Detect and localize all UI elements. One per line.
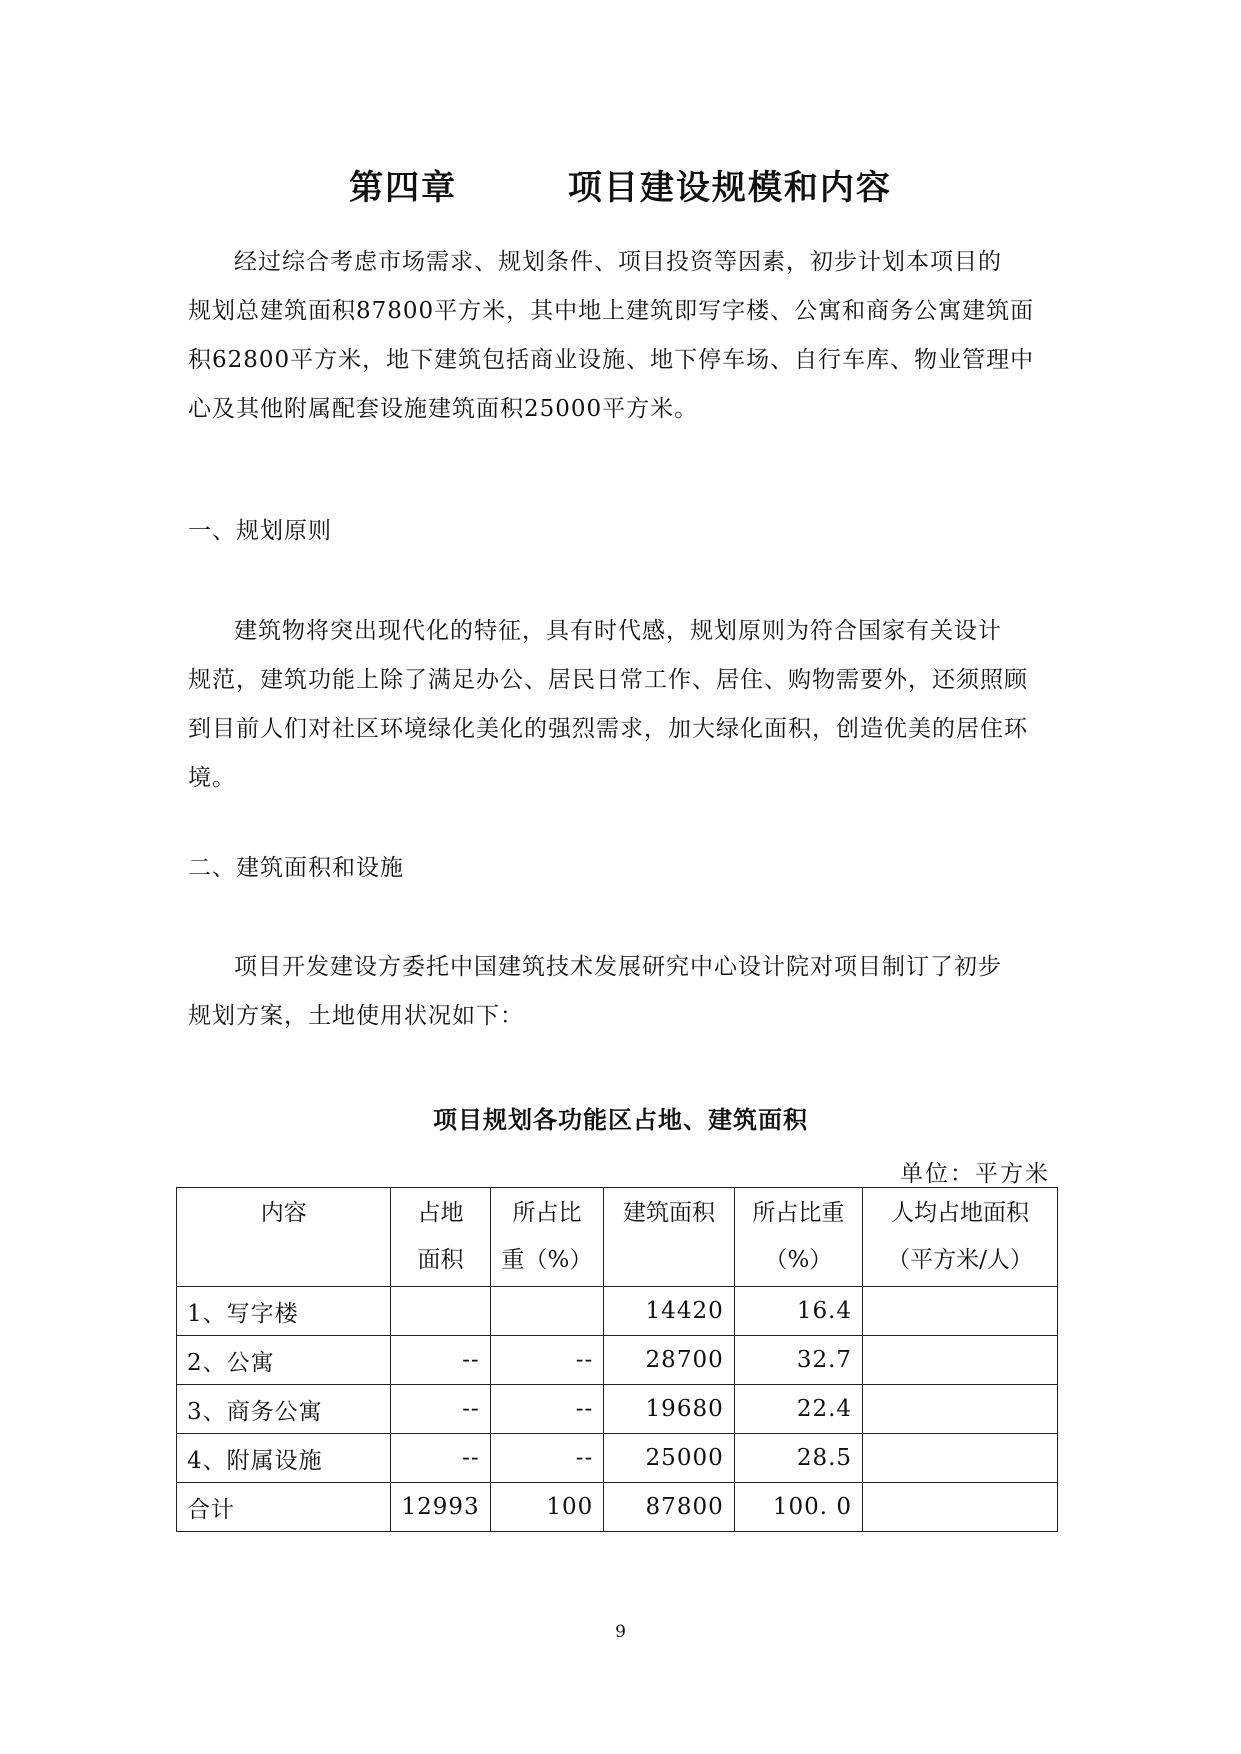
table-cell: 4、附属设施: [177, 1434, 391, 1483]
table-cell: 1、写字楼: [177, 1287, 391, 1336]
table-cell: [863, 1336, 1058, 1385]
building-area-paragraph: [188, 943, 1050, 1041]
paragraph-line: 项目开发建设方委托中国建筑技术发展研究中心设计院对项目制订了初步: [234, 954, 1002, 980]
page-number: 9: [615, 1622, 626, 1642]
header-cell: 所占比重 （%）: [734, 1188, 862, 1287]
intro-line: 心及其他附属配套设施建筑面积25000平方米。: [188, 396, 699, 422]
table-row: [177, 1434, 1058, 1483]
table-header-row: [177, 1188, 1058, 1287]
table-cell: 87800: [604, 1483, 734, 1532]
area-table: [176, 1187, 1058, 1532]
table-cell: 3、商务公寓: [177, 1385, 391, 1434]
table-row: [177, 1287, 1058, 1336]
section-heading-building-area: 二、建筑面积和设施: [188, 855, 404, 881]
table-cell: 16.4: [734, 1287, 862, 1336]
table-cell: 28.5: [734, 1434, 862, 1483]
intro-paragraph: [188, 238, 1050, 434]
table-row: [177, 1385, 1058, 1434]
section-heading-planning-principles: 一、规划原则: [188, 518, 332, 544]
table-cell: [391, 1287, 490, 1336]
table-cell: 2、公寓: [177, 1336, 391, 1385]
table-row: [177, 1336, 1058, 1385]
header-cell: 占地 面积: [391, 1188, 490, 1287]
chapter-title: 第四章 项目建设规模和内容: [349, 168, 892, 208]
paragraph-line: 规划方案，土地使用状况如下：: [188, 1003, 524, 1029]
table-cell: [863, 1434, 1058, 1483]
table-cell: 14420: [604, 1287, 734, 1336]
table-cell: --: [490, 1385, 604, 1434]
table-cell: --: [391, 1434, 490, 1483]
intro-line: 积62800平方米，地下建筑包括商业设施、地下停车场、自行车库、物业管理中: [188, 347, 1035, 373]
table-cell: 25000: [604, 1434, 734, 1483]
intro-line: 规划总建筑面积87800平方米，其中地上建筑即写字楼、公寓和商务公寓建筑面: [188, 298, 1035, 324]
table-cell: --: [391, 1336, 490, 1385]
unit-label: 单位：平方米: [900, 1161, 1050, 1187]
paragraph-line: 规范，建筑功能上除了满足办公、居民日常工作、居住、购物需要外，还须照顾: [188, 667, 1028, 693]
table-cell: 19680: [604, 1385, 734, 1434]
header-cell: 内容: [177, 1188, 391, 1287]
header-cell: 建筑面积: [604, 1188, 734, 1287]
table-cell: [490, 1287, 604, 1336]
intro-line: 经过综合考虑市场需求、规划条件、项目投资等因素，初步计划本项目的: [234, 249, 1002, 275]
table-cell: [863, 1483, 1058, 1532]
paragraph-line: 到目前人们对社区环境绿化美化的强烈需求，加大绿化面积，创造优美的居住环: [188, 716, 1028, 742]
table-cell: --: [490, 1434, 604, 1483]
table-total-row: [177, 1483, 1058, 1532]
paragraph-line: 境。: [188, 765, 236, 791]
table-cell: 100: [490, 1483, 604, 1532]
table-cell: [863, 1287, 1058, 1336]
table-cell: 100. 0: [734, 1483, 862, 1532]
table-cell: --: [391, 1385, 490, 1434]
table-cell: 合计: [177, 1483, 391, 1532]
table-cell: --: [490, 1336, 604, 1385]
table-cell: 32.7: [734, 1336, 862, 1385]
paragraph-line: 建筑物将突出现代化的特征，具有时代感，规划原则为符合国家有关设计: [234, 618, 1002, 644]
planning-principles-paragraph: [188, 607, 1050, 803]
table-cell: 12993: [391, 1483, 490, 1532]
table-cell: 28700: [604, 1336, 734, 1385]
table-cell: [863, 1385, 1058, 1434]
table-title: 项目规划各功能区占地、建筑面积: [433, 1105, 808, 1134]
header-cell: 人均占地面积 （平方米/人）: [863, 1188, 1058, 1287]
header-cell: 所占比 重（%）: [490, 1188, 604, 1287]
table-cell: 22.4: [734, 1385, 862, 1434]
